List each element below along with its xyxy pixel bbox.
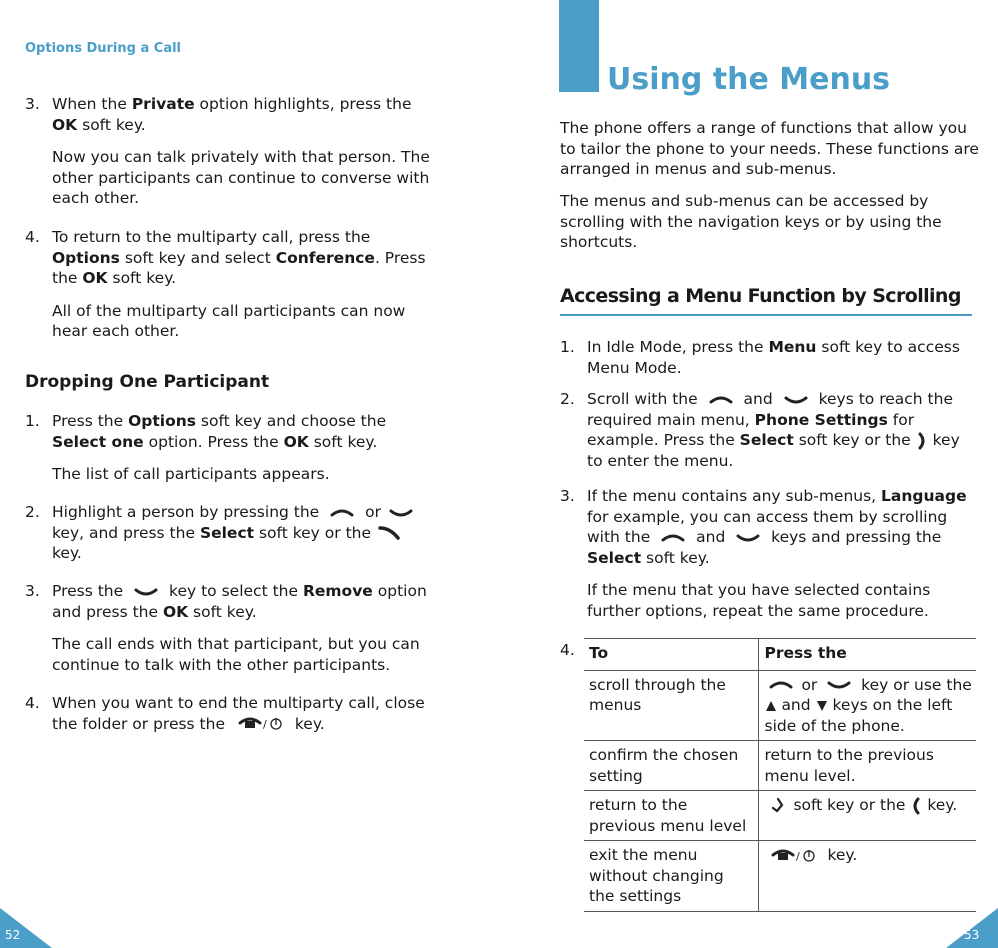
page-number-left: 52: [5, 928, 21, 942]
step-text: When the Private option highlights, press the OK soft key.: [52, 95, 412, 134]
menu-step-3: [560, 486, 975, 621]
menu-step-1: [560, 337, 975, 378]
step-number: 4.: [25, 228, 40, 246]
step-text: Press the key to select the Remove option and press the OK soft key.: [52, 582, 427, 621]
step-text: When you want to end the multiparty call, close the folder or press the / key.: [52, 694, 425, 733]
drop-step-3: [25, 581, 435, 675]
table-cell-press: or key or use the and keys on the left side of the phone.: [758, 670, 976, 741]
nav-up-key-icon: [765, 678, 797, 692]
nav-down-key-icon: [822, 678, 856, 692]
svg-text:/: /: [795, 849, 800, 863]
step-number: 2.: [25, 503, 40, 521]
step-note: All of the multiparty call participants can now hear each other.: [52, 301, 406, 340]
table-row: [584, 741, 976, 791]
table-row: [584, 670, 976, 741]
table-header-press: Press the: [758, 639, 976, 671]
step-text: Highlight a person by pressing the or key, and press the Select soft key or the key.: [52, 502, 435, 564]
step-text: To return to the multiparty call, press the Options soft key and select Conference. Press the OK soft key.: [52, 228, 426, 287]
step-text: If the menu contains any sub-menus, Language for example, you can access them by scrolling with the and keys and pressing the Select soft key.: [587, 487, 967, 567]
step-3-private: [25, 94, 435, 209]
page-title: Using the Menus: [607, 62, 891, 97]
table-header-row: [584, 639, 976, 671]
drop-step-2: [25, 502, 435, 564]
drop-step-4: [25, 693, 435, 734]
nav-down-key-icon: [386, 506, 416, 520]
side-down-key-icon: [816, 700, 828, 712]
table-row: [584, 841, 976, 912]
drop-step-1: [25, 411, 435, 485]
step-4-conference: [25, 227, 435, 342]
step-text: Scroll with the and keys to reach the required main menu, Phone Settings for example. Press the Select soft key or the key to enter the menu.: [587, 390, 960, 470]
nav-up-key-icon: [324, 506, 360, 520]
clear-key-icon: [765, 797, 789, 815]
step-number: 1.: [560, 338, 575, 356]
right-soft-key-icon: [916, 431, 928, 451]
table-cell-press: return to the previous menu level.: [758, 741, 976, 791]
nav-up-key-icon: [655, 531, 691, 545]
nav-down-key-icon: [778, 393, 814, 407]
title-accent-bar: [559, 0, 599, 92]
subheading-dropping-participant: Dropping One Participant: [25, 372, 270, 392]
step-note: The list of call participants appears.: [52, 465, 330, 483]
table-cell-press: / key.: [758, 841, 976, 912]
running-head: Options During a Call: [25, 41, 181, 56]
step-note: If the menu that you have selected contains further options, repeat the same procedure.: [587, 581, 931, 620]
end-power-key-icon: [230, 715, 290, 733]
section-heading: Accessing a Menu Function by Scrolling: [560, 284, 972, 316]
table-cell-to: confirm the chosen setting: [584, 741, 758, 791]
menu-step-2: [560, 389, 975, 471]
nav-down-key-icon: [128, 585, 164, 599]
nav-up-key-icon: [703, 393, 739, 407]
step-note: The call ends with that participant, but you can continue to talk with the other participants.: [52, 635, 420, 674]
step-number: 4.: [25, 694, 40, 712]
page-number-right: 53: [964, 928, 980, 942]
send-key-icon: [376, 524, 404, 542]
table-cell-to: return to the previous menu level: [584, 791, 758, 841]
step-note: Now you can talk privately with that person. The other participants can continue to converse with each other.: [52, 148, 430, 207]
left-soft-key-icon: [910, 796, 922, 816]
table-cell-press: soft key or the key.: [758, 791, 976, 841]
step-number: 3.: [25, 95, 40, 113]
step-number: 3.: [560, 487, 575, 505]
step-number: 2.: [560, 390, 575, 408]
end-power-key-icon: [765, 847, 823, 865]
step-text: Press the Options soft key and choose the Select one option. Press the OK soft key.: [52, 412, 387, 451]
step-number: 4.: [560, 641, 575, 659]
step-number: 3.: [25, 582, 40, 600]
side-up-key-icon: [765, 700, 777, 712]
key-function-table: [584, 638, 976, 912]
table-header-to: To: [584, 639, 758, 671]
table-cell-to: exit the menu without changing the settings: [584, 841, 758, 912]
intro-paragraph-2: The menus and sub-menus can be accessed by scrolling with the navigation keys or by using the shortcuts.: [560, 192, 942, 251]
svg-text:/: /: [262, 718, 267, 731]
intro-paragraph-1: The phone offers a range of functions that allow you to tailor the phone to your needs. These functions are arranged in menus and sub-menus.: [560, 119, 979, 178]
table-cell-to: scroll through the menus: [584, 670, 758, 741]
step-number: 1.: [25, 412, 40, 430]
table-row: [584, 791, 976, 841]
nav-down-key-icon: [730, 531, 766, 545]
step-text: In Idle Mode, press the Menu soft key to access Menu Mode.: [587, 338, 960, 377]
